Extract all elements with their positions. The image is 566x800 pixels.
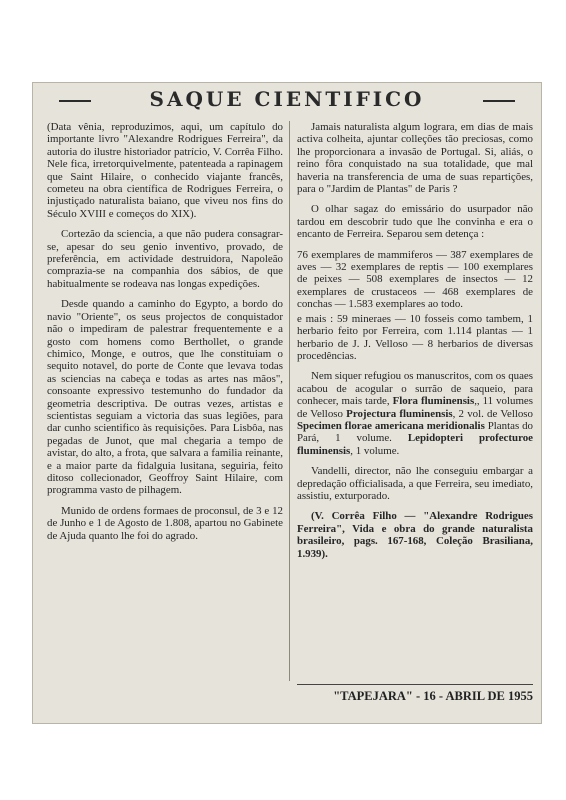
manuscripts-text: , 1 volume. <box>350 444 400 457</box>
article-paragraph: Jamais naturalista algum lograra, em dias de mais activa colheita, ajuntar colleções tão preciosas, como lhe proporcionara a invasão de Portugal. Si, aliás, o reino fôra conquistado na sua totalidade, que mal haveria na transferencia de uma de suas repartições, para o "Jardim de Plantas" de Paris ? <box>297 121 533 196</box>
manuscripts-text: ,, 11 volumes de Velloso <box>297 395 533 420</box>
article-paragraph: Cortezão da sciencia, a que não pudera consagrar-se, apesar do seu genio inventivo, provado, de preferência, em actividade destruidora, Napoleão comprazia-se na companhia dos sábios, de que habitualmente se rodeava nas longas expedições. <box>47 228 283 290</box>
specimen-list: 76 exemplares de mammiferos — 387 exemplares de aves — 32 exemplares de reptis — 100 exemplares de peixes — 508 exemplares de insectos — 12 exemplares de crustaceos — 468 exemplares de conchas — 1.583 exemplares ao todo. <box>297 248 533 311</box>
left-column <box>47 121 283 550</box>
footer-rule <box>297 684 533 685</box>
manuscripts-text: , 2 vol. de Velloso <box>452 407 533 420</box>
right-column <box>297 121 533 568</box>
manuscripts-text: Nem siquer refugiou os manuscritos, com os quaes acabou de acogular o surrão de saqueio, para conhecer, mais tarde, <box>297 370 534 408</box>
work-title: Specimen florae americana meridionalis <box>297 419 485 432</box>
work-title: Projectura fluminensis <box>346 407 453 420</box>
headline-row <box>33 83 541 115</box>
headline-rule-left <box>59 100 91 102</box>
source-footer: "TAPEJARA" - 16 - ABRIL DE 1955 <box>333 689 533 703</box>
work-title: Flora fluminensis <box>392 395 475 408</box>
article-paragraph: Vandelli, director, não lhe conseguiu embargar a depredação officialisada, a que Ferreira, seu imediato, assistiu, exturporado. <box>297 465 533 502</box>
newspaper-clipping <box>32 82 542 724</box>
work-title: Lepidopteri profecturoe fluminensis <box>297 432 533 457</box>
citation: (V. Corrêa Filho — "Alexandre Rodrigues Ferreira", Vida e obra do grande naturalista brasileiro, pags. 167-168, Coleção Brasiliana, 1.939). <box>297 510 533 560</box>
article-paragraph: Desde quando a caminho do Egypto, a bordo do navio "Oriente", os seus projectos de conquistador não o impediram de palestrar frequentemente e a gosto com homens como Berthollet, o grande chimico, Monge, e outros, que lhe constituiam o sequito notavel, do porte de Conte que levava todas as sciencias na cabeça e todas as artes nas mãos", consoante expressivo testemunho do fundador da geometria descriptiva. De outras vezes, artistas e scientistas seguiam a victoria das suas legiões, para dar cunho scientifico às requisições. Para Lisbôa, nas pegadas de Junot, que mal chegaria a tempo de avistar, do alto, a frota, que salvara a familia reinante, e a maior parte da fidalguia lusitana, seguiria, feito ditoso collecionador, Geoffroy Saint Hilaire, com programma vasto de pilhagem. <box>47 298 283 497</box>
manuscripts-text: Plantas do Pará, 1 volume. <box>297 419 533 445</box>
headline-rule-right <box>483 100 515 102</box>
column-divider <box>289 121 290 681</box>
intro-paragraph: (Data vênia, reproduzimos, aqui, um capítulo do importante livro "Alexandre Rodrigues Ferreira", da autoria do ilustre historiador patrício, V. Corrêa Filho. Nele fica, irretorquivelmente, patenteada a rapinagem que Saint Hilaire, o conhecido viajante francês, cometeu na obra científica de Rodrigues Ferreira, o injustiçado naturalista baiano, que viveu nos fins do Século XVIII e começos do XIX). <box>47 121 283 220</box>
manuscripts-paragraph <box>297 370 533 457</box>
specimen-list-extra: e mais : 59 mineraes — 10 fosseis como tambem, 1 herbario feito por Ferreira, com 1.114 plantas — 1 herbario de J. J. Velloso — 8 herbarios de diversas procedências. <box>297 312 533 362</box>
article-paragraph: Munido de ordens formaes de proconsul, de 3 e 12 de Junho e 1 de Agosto de 1.808, apartou no Gabinete de Ajuda quanto lhe foi do agrado. <box>47 504 283 542</box>
article-paragraph: O olhar sagaz do emissário do usurpador não tardou em descobrir tudo que lhe convinha e era o encanto de Ferreira. Separou sem detença : <box>297 203 533 241</box>
headline: SAQUE CIENTIFICO <box>149 87 425 111</box>
